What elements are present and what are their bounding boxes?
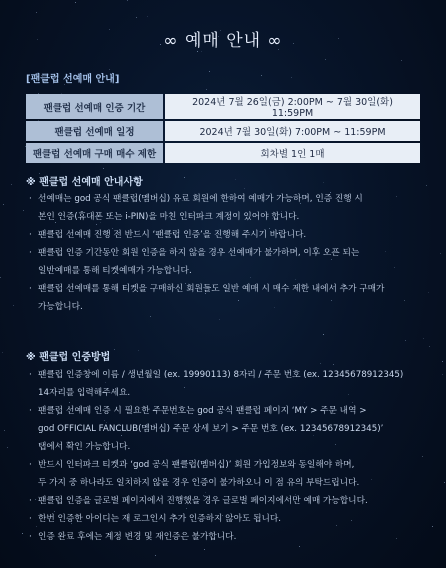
presale-info-table — [26, 92, 420, 165]
list-item-text: · 팬클럽 인증창에 이름 / 생년월일 (ex. 19990113) 8자리 / 주문 번호 (ex. 12345678912345) — [38, 370, 404, 380]
list-item-text: 본인 인증(휴대폰 또는 i-PIN)을 마친 인터파크 계정이 있어야 합니다. — [38, 212, 300, 222]
star-dot — [103, 168, 104, 169]
star-dot — [36, 12, 37, 13]
star-dot — [22, 533, 23, 534]
star-dot — [440, 253, 441, 254]
page-title: ∞ 예매 안내 ∞ — [163, 31, 283, 51]
star-dot — [184, 177, 185, 178]
list-item-text: 가능합니다. — [38, 302, 83, 312]
star-dot — [320, 363, 321, 364]
star-dot — [155, 555, 156, 556]
star-dot — [442, 361, 443, 362]
list-item — [26, 402, 422, 456]
star-dot — [401, 60, 402, 61]
star-dot — [444, 482, 445, 483]
list-item-text: · 반드시 인터파크 티켓과 ‘god 공식 팬클럽(멤버십)’ 회원 가입정보와 동일해야 하며, — [38, 460, 355, 470]
star-dot — [3, 204, 4, 205]
star-dot — [114, 349, 115, 350]
list-item-text: · 선예매는 god 공식 팬클럽(멤버십) 유료 회원에 한하여 예매가 가능하며, 인증 진행 시 — [38, 194, 363, 204]
star-dot — [11, 184, 12, 185]
list-item — [26, 492, 422, 510]
star-dot — [429, 346, 430, 347]
star-dot — [136, 17, 137, 18]
list-item — [26, 456, 422, 492]
star-dot — [206, 89, 207, 90]
star-dot — [291, 77, 292, 78]
list-item-text: · 팬클럽 인증 기간동안 회원 인증을 하지 않을 경우 선예매가 불가하며, 이후 오픈 되는 — [38, 248, 360, 258]
notice-list — [26, 190, 422, 316]
list-item-text: 14자리를 입력해주세요. — [38, 388, 131, 398]
list-item-text: god OFFICIAL FANCLUB(멤버십) 주문 상세 보기 > 주문 번호 (ex. 12345678912345)’ — [38, 424, 384, 434]
star-dot — [442, 374, 443, 375]
table-value-cell: 2024년 7월 30일(화) 7:00PM ~ 11:59PM — [165, 121, 420, 141]
star-dot — [244, 188, 245, 189]
list-item — [26, 226, 422, 244]
method-list — [26, 366, 422, 546]
star-dot — [147, 16, 148, 17]
list-item — [26, 244, 422, 280]
list-item-text: · 팬클럽 인증을 글로벌 페이지에서 진행했을 경우 글로벌 페이지에서만 예매 가능합니다. — [38, 496, 368, 506]
star-dot — [261, 75, 262, 76]
list-item-text: · 팬클럽 선예매 인증 시 필요한 주문번호는 god 공식 팬클럽 페이지 ‘MY > 주문 내역 > — [38, 406, 367, 416]
star-dot — [405, 340, 406, 341]
star-dot — [422, 456, 423, 457]
star-dot — [0, 277, 1, 278]
table-key-cell: 팬클럽 선예매 구매 매수 제한 — [26, 143, 165, 163]
table-value-cell: 2024년 7월 26일(금) 2:00PM ~ 7월 30일(화) 11:59PM — [165, 94, 420, 119]
star-dot — [428, 292, 429, 293]
star-dot — [204, 549, 205, 550]
list-item-text: 탭에서 확인 가능합니다. — [38, 442, 131, 452]
star-dot — [426, 185, 427, 186]
list-item — [26, 190, 422, 226]
list-item-text: · 인증 완료 후에는 계정 변경 및 재인증은 불가합니다. — [38, 532, 237, 542]
star-dot — [7, 447, 8, 448]
list-item-text: · 팬클럽 선예매를 통해 티켓을 구매하신 회원들도 일반 예매 시 매수 제한 내에서 추가 구매가 — [38, 284, 385, 294]
table-row — [26, 121, 420, 141]
notice-heading: ※ 팬클럽 선예매 안내사항 — [26, 177, 143, 188]
star-dot — [423, 338, 424, 339]
star-dot — [323, 182, 324, 183]
star-dot — [138, 350, 139, 351]
star-dot — [127, 0, 128, 1]
star-dot — [23, 210, 24, 211]
star-dot — [13, 305, 14, 306]
star-dot — [150, 316, 151, 317]
table-value-cell: 회차별 1인 1매 — [165, 143, 420, 163]
list-item — [26, 280, 422, 316]
star-dot — [325, 59, 326, 60]
star-dot — [323, 334, 324, 335]
list-item-text: · 팬클럽 선예매 진행 전 반드시 ‘팬클럽 인증’을 진행해 주시기 바랍니다. — [38, 230, 307, 240]
list-item — [26, 366, 422, 402]
star-dot — [2, 352, 3, 353]
list-item-text: · 한번 인증한 아이디는 재 로그인시 추가 인증하지 않아도 됩니다. — [38, 514, 282, 524]
star-dot — [333, 364, 334, 365]
list-item-text: 두 가지 중 하나라도 일치하지 않을 경우 인증이 불가하오니 이 점 유의 부탁드립니다. — [38, 478, 360, 488]
table-key-cell: 팬클럽 선예매 일정 — [26, 121, 165, 141]
list-item-text: 일반예매를 통해 티켓예매가 가능합니다. — [38, 266, 192, 276]
method-heading: ※ 팬클럽 인증방법 — [26, 352, 111, 363]
star-dot — [209, 71, 210, 72]
star-dot — [432, 526, 433, 527]
list-item — [26, 510, 422, 528]
star-dot — [201, 51, 202, 52]
star-dot — [235, 179, 236, 180]
table-key-cell: 팬클럽 선예매 인증 기간 — [26, 94, 165, 119]
star-dot — [75, 2, 76, 3]
list-item — [26, 528, 422, 546]
table-row — [26, 94, 420, 119]
presale-section-label: [팬클럽 선예매 안내] — [26, 74, 120, 85]
table-row — [26, 143, 420, 163]
star-dot — [219, 319, 220, 320]
star-dot — [4, 430, 5, 431]
